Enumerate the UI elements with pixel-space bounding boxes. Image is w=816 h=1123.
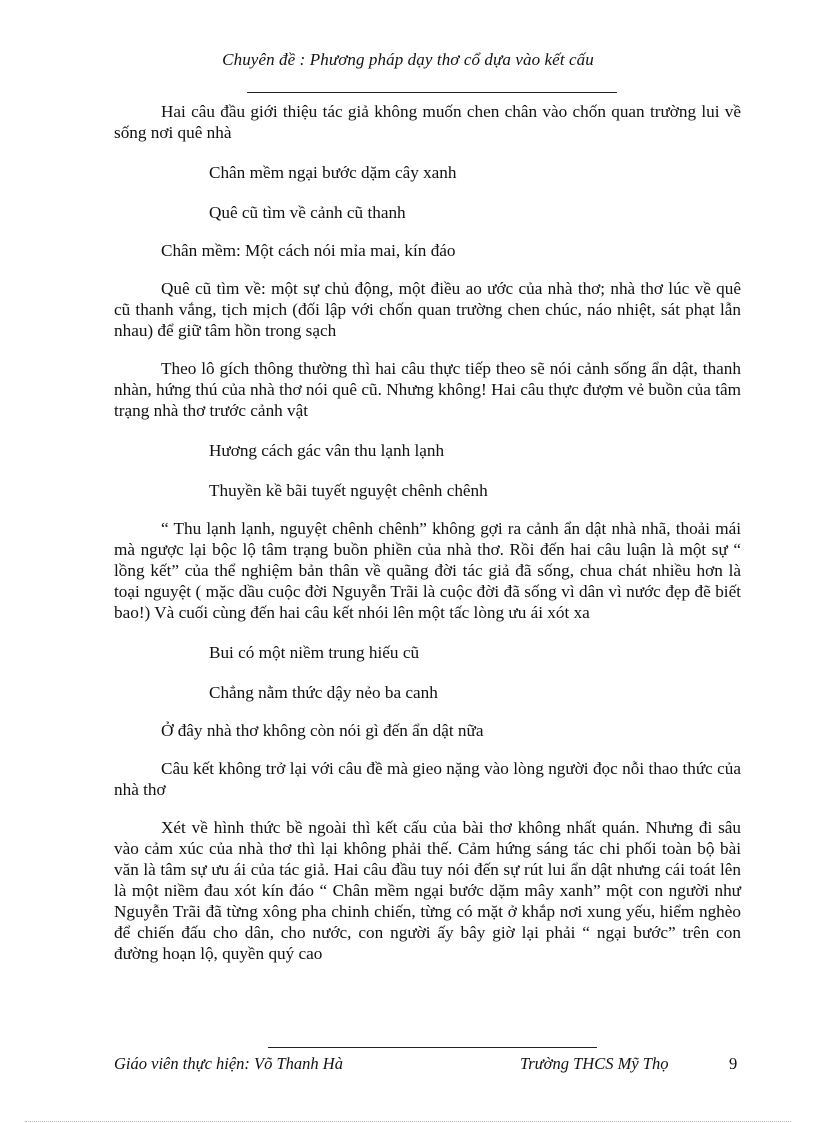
page-number: 9	[729, 1054, 738, 1073]
verse-line: Chân mềm ngại bước dặm cây xanh	[209, 163, 457, 182]
paragraph: Hai câu đầu giới thiệu tác giả không muốn chen chân vào chốn quan trường lui về sống nơi quê nhà	[114, 102, 741, 142]
paragraph: Theo lô gích thông thường thì hai câu thực tiếp theo sẽ nói cảnh sống ẩn dật, thanh nhàn, hứng thú của nhà thơ nói quê cũ. Nhưng không! Hai câu thực đượm vẻ buồn của tâm trạng nhà thơ trước cảnh vật	[114, 359, 741, 420]
document-body	[114, 101, 741, 964]
page-bottom-edge	[25, 1121, 791, 1122]
paragraph: Quê cũ tìm về: một sự chủ động, một điều ao ước của nhà thơ; nhà thơ lúc về quê cũ thanh vắng, tịch mịch (đối lập với chốn quan trường chen chúc, náo nhiệt, sát phạt lẫn nhau) để giữ tâm hồn trong sạch	[114, 279, 741, 340]
paragraph: “ Thu lạnh lạnh, nguyệt chênh chênh” không gợi ra cảnh ẩn dật nhà nhã, thoải mái mà ngược lại bộc lộ tâm trạng buồn phiền của nhà thơ. Rồi đến hai câu luận là một sự “ lồng kết” của thể nghiệm bản thân về quãng đời tác giả đã sống, chua chát nhiều hơn là toại nguyệt ( mặc dầu cuộc đời Nguyễn Trãi là cuộc đời đã sống vì dân vì nước đẹp đẽ biết bao!) Và cuối cùng đến hai câu kết nhói lên một tấc lòng ưu ái xót xa	[114, 519, 741, 622]
verse-line: Thuyền kề bãi tuyết nguyệt chênh chênh	[209, 481, 488, 500]
paragraph: Xét về hình thức bề ngoài thì kết cấu của bài thơ không nhất quán. Nhưng đi sâu vào cảm xúc của nhà thơ thì lại không phải thế. Cảm hứng sáng tác chi phối toàn bộ bài văn là tâm sự ưu ái của tác giả. Hai câu đầu tuy nói đến sự rút lui ẩn dật nhưng cái toát lên là một niềm đau xót kín đáo “ Chân mềm ngại bước dặm mây xanh” một con người như Nguyễn Trãi đã từng xông pha chinh chiến, từng có mặt ở khắp nơi xung yếu, hiểm nghèo để chiến đấu cho dân, cho nước, con người ấy bây giờ lại phải “ ngại bước” trên con đường hoạn lộ, quyền quý cao	[114, 818, 741, 963]
footer-teacher: Giáo viên thực hiện: Võ Thanh Hà	[114, 1054, 343, 1073]
paragraph: Ở đây nhà thơ không còn nói gì đến ẩn dật nữa	[161, 721, 484, 740]
paragraph: Câu kết không trở lại với câu đề mà gieo nặng vào lòng người đọc nỗi thao thức của nhà thơ	[114, 759, 741, 799]
page-header-title: Chuyên đề : Phương pháp dạy thơ cổ dựa vào kết cấu	[222, 50, 594, 69]
verse-line: Chẳng nằm thức dậy nẻo ba canh	[209, 683, 438, 702]
verse-line: Hương cách gác vân thu lạnh lạnh	[209, 441, 445, 460]
header-divider	[247, 92, 617, 93]
verse-line: Quê cũ tìm về cảnh cũ thanh	[209, 203, 406, 222]
paragraph: Chân mềm: Một cách nói mỉa mai, kín đáo	[161, 241, 456, 260]
verse-line: Bui có một niềm trung hiếu cũ	[209, 643, 420, 662]
footer-divider	[268, 1047, 597, 1048]
footer-school: Trường THCS Mỹ Thọ	[520, 1054, 669, 1073]
